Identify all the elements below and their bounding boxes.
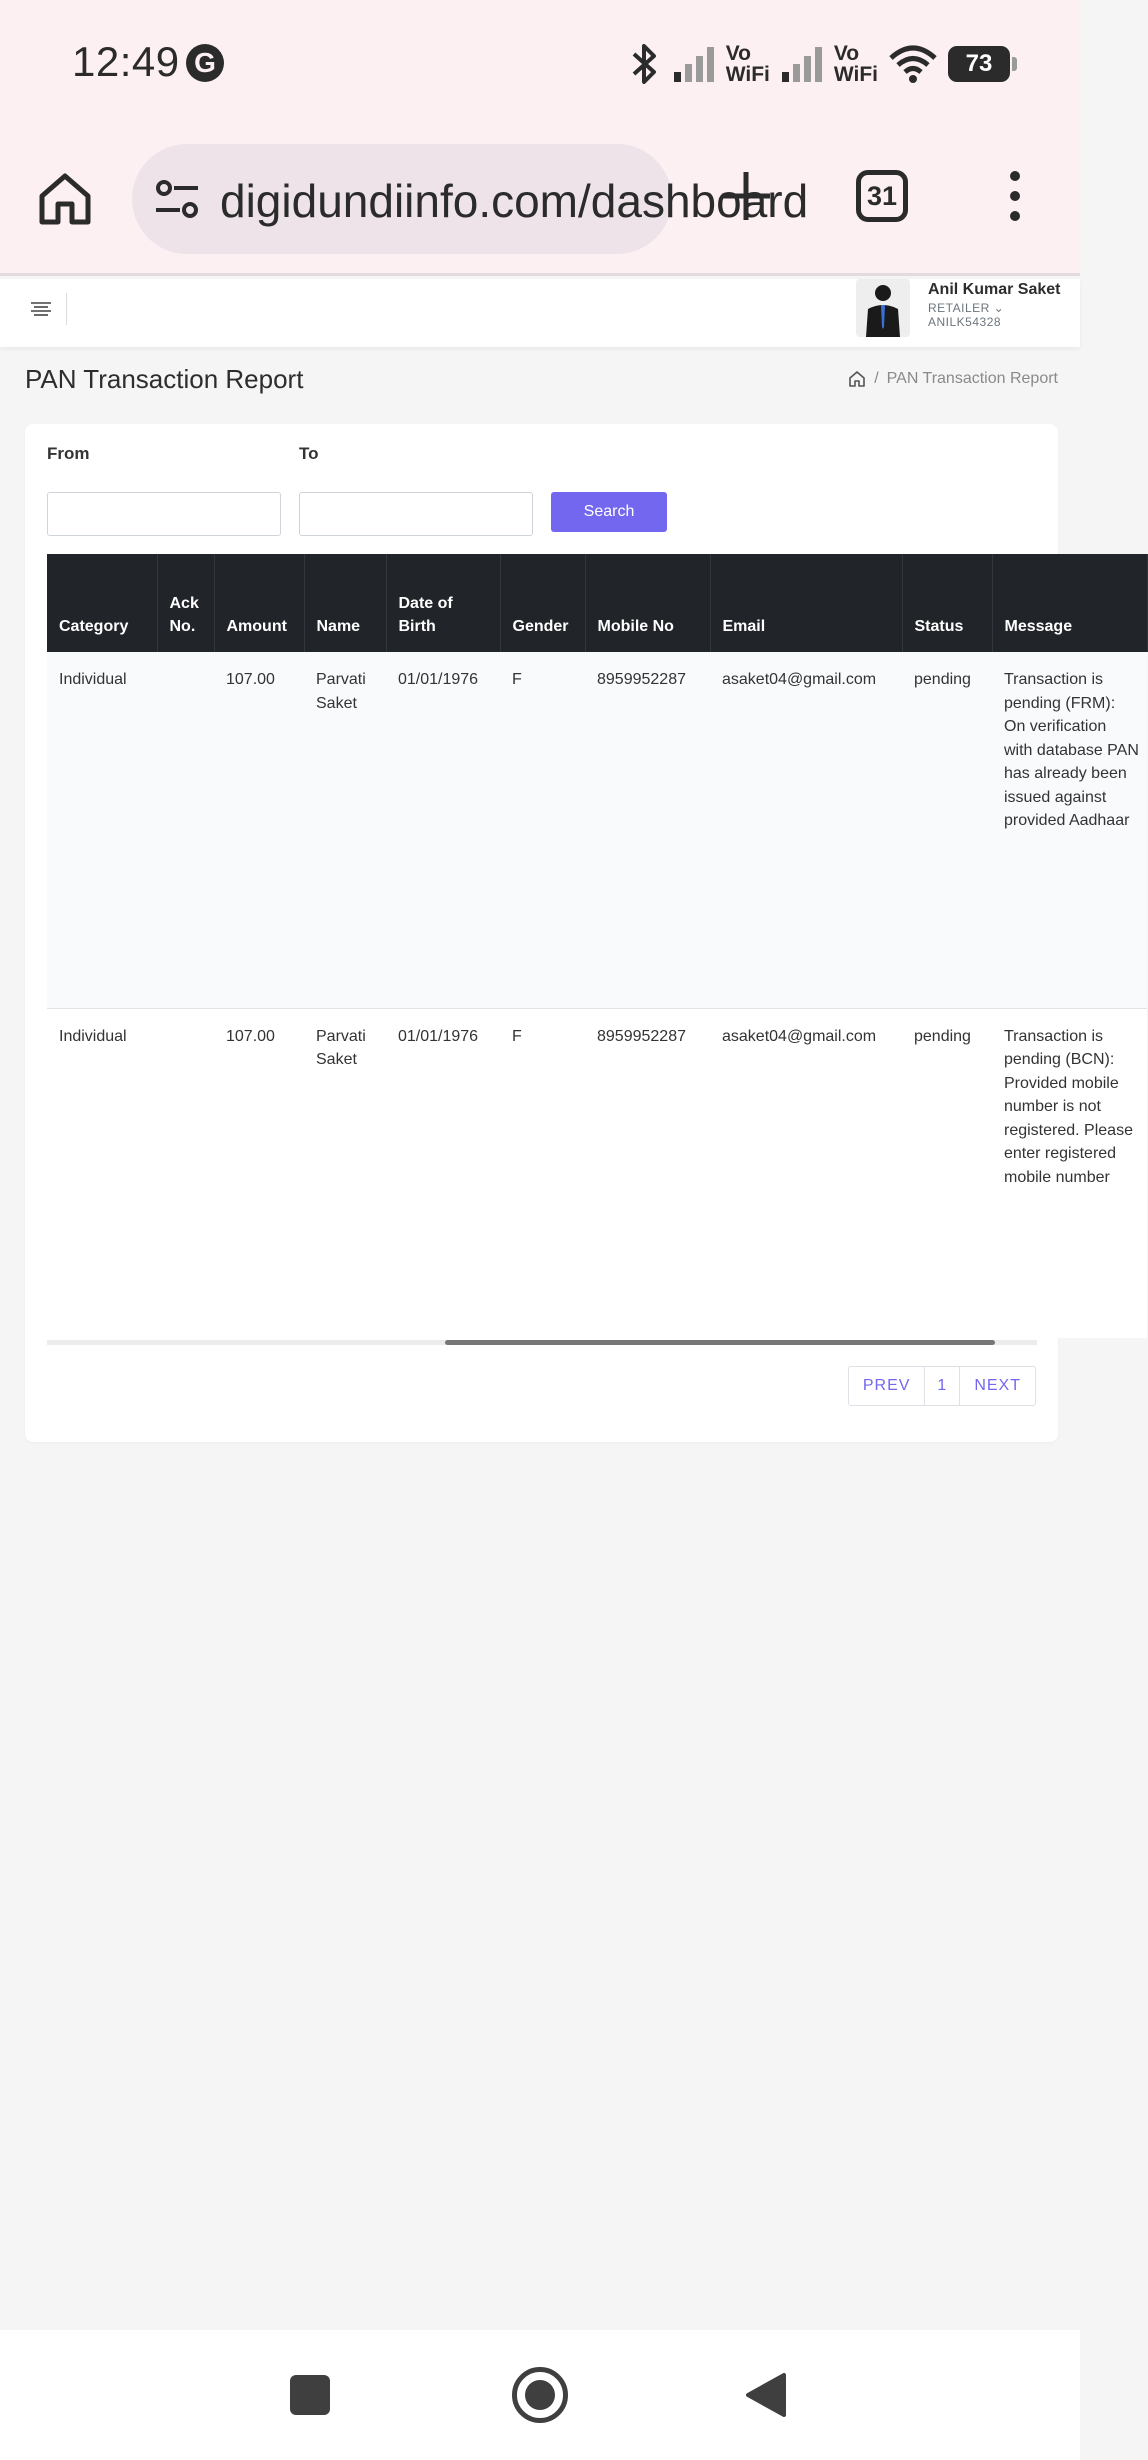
vowifi-indicator: Vo WiFi bbox=[725, 42, 770, 86]
mobile-cell: 8959952287 bbox=[597, 671, 686, 688]
user-avatar-icon bbox=[856, 279, 910, 337]
message-cell: Transaction is pending (BCN): Provided mobile number is not registered. Please enter registered mobile number bbox=[1004, 1027, 1133, 1186]
breadcrumb-separator: / bbox=[874, 370, 879, 387]
page-title: PAN Transaction Report bbox=[25, 364, 304, 394]
report-card bbox=[25, 424, 1139, 1442]
home-icon[interactable] bbox=[848, 370, 866, 388]
scrollbar-thumb[interactable] bbox=[445, 1340, 995, 1345]
breadcrumb bbox=[848, 370, 1058, 388]
search-button[interactable]: Search bbox=[551, 492, 667, 532]
back-icon[interactable] bbox=[742, 2371, 790, 2419]
avatar[interactable] bbox=[856, 279, 910, 337]
table-row bbox=[47, 1008, 1147, 1338]
to-date-input[interactable] bbox=[299, 492, 533, 536]
column-header[interactable]: Amount bbox=[214, 554, 304, 652]
horizontal-scrollbar[interactable] bbox=[47, 1340, 1037, 1345]
google-icon: G bbox=[186, 44, 224, 82]
home-icon[interactable] bbox=[36, 170, 94, 228]
table-row bbox=[47, 652, 1147, 1008]
ack-no-cell bbox=[157, 1008, 214, 1338]
menu-icon[interactable] bbox=[30, 299, 52, 319]
to-label: To bbox=[299, 444, 319, 463]
signal-icon bbox=[672, 44, 716, 84]
pagination bbox=[848, 1366, 1036, 1406]
bluetooth-icon bbox=[628, 42, 662, 86]
chevron-down-icon[interactable]: ⌄ bbox=[993, 301, 1005, 315]
user-role[interactable]: RETAILER ⌄ bbox=[928, 301, 1005, 315]
message-cell: Transaction is pending (FRM): On verification with database PAN has already been issued against provided Aadhaar bbox=[1004, 671, 1139, 829]
status-bar bbox=[0, 0, 1080, 130]
page-number-button[interactable]: 1 bbox=[925, 1367, 960, 1405]
home-button[interactable] bbox=[512, 2367, 568, 2423]
system-navigation-bar bbox=[0, 2330, 1080, 2460]
ack-no-cell bbox=[157, 652, 214, 1008]
url-text[interactable]: digidundiinfo.com/dashboard bbox=[220, 175, 809, 227]
transactions-table bbox=[47, 554, 1139, 1336]
tab-switcher-button[interactable]: 31 bbox=[856, 170, 908, 222]
next-page-button[interactable]: NEXT bbox=[974, 1377, 1021, 1394]
recent-apps-button[interactable] bbox=[290, 2375, 330, 2415]
column-header[interactable]: Ack No. bbox=[157, 554, 214, 652]
signal-icon bbox=[780, 44, 824, 84]
column-header[interactable]: Message bbox=[992, 554, 1147, 652]
column-header[interactable]: Gender bbox=[500, 554, 585, 652]
table-header-row bbox=[47, 554, 1147, 652]
clock: 12:49 bbox=[72, 38, 180, 85]
status-cell: pending bbox=[914, 671, 971, 688]
column-header[interactable]: Status bbox=[902, 554, 992, 652]
column-header[interactable]: Category bbox=[47, 554, 157, 652]
gender-cell: F bbox=[512, 1027, 522, 1045]
gender-cell: F bbox=[512, 671, 522, 688]
category-cell: Individual bbox=[59, 1027, 127, 1045]
name-cell: Parvati Saket bbox=[316, 1027, 366, 1068]
amount-cell: 107.00 bbox=[226, 671, 275, 688]
vowifi-indicator: Vo WiFi bbox=[833, 42, 878, 86]
breadcrumb-current: PAN Transaction Report bbox=[886, 370, 1058, 387]
dob-cell: 01/01/1976 bbox=[398, 1027, 479, 1045]
status-cell: pending bbox=[914, 1027, 971, 1045]
from-label: From bbox=[47, 444, 90, 463]
battery-icon: 73 bbox=[948, 46, 1010, 82]
wifi-icon bbox=[888, 44, 938, 84]
name-cell: Parvati Saket bbox=[316, 671, 366, 712]
user-name[interactable]: Anil Kumar Saket bbox=[928, 281, 1061, 298]
column-header[interactable]: Name bbox=[304, 554, 386, 652]
email-cell: asaket04@gmail.com bbox=[722, 1027, 877, 1045]
mobile-cell: 8959952287 bbox=[597, 1027, 686, 1045]
site-settings-icon[interactable] bbox=[154, 178, 200, 222]
overflow-menu-icon[interactable] bbox=[1000, 166, 1030, 226]
email-cell: asaket04@gmail.com bbox=[722, 671, 877, 688]
column-header[interactable]: Mobile No bbox=[585, 554, 710, 652]
address-bar[interactable] bbox=[132, 144, 809, 254]
dob-cell: 01/01/1976 bbox=[398, 671, 479, 688]
from-date-input[interactable] bbox=[47, 492, 281, 536]
app-header bbox=[0, 279, 1080, 347]
amount-cell: 107.00 bbox=[226, 1027, 275, 1045]
user-id: ANILK54328 bbox=[928, 315, 1002, 329]
status-icons bbox=[628, 36, 1010, 92]
new-tab-icon[interactable] bbox=[718, 168, 774, 224]
column-header[interactable]: Email bbox=[710, 554, 902, 652]
browser-toolbar bbox=[0, 130, 1080, 276]
category-cell: Individual bbox=[59, 671, 127, 688]
header-divider bbox=[66, 293, 67, 325]
column-header[interactable]: Date of Birth bbox=[386, 554, 500, 652]
prev-page-button[interactable]: PREV bbox=[849, 1367, 926, 1405]
